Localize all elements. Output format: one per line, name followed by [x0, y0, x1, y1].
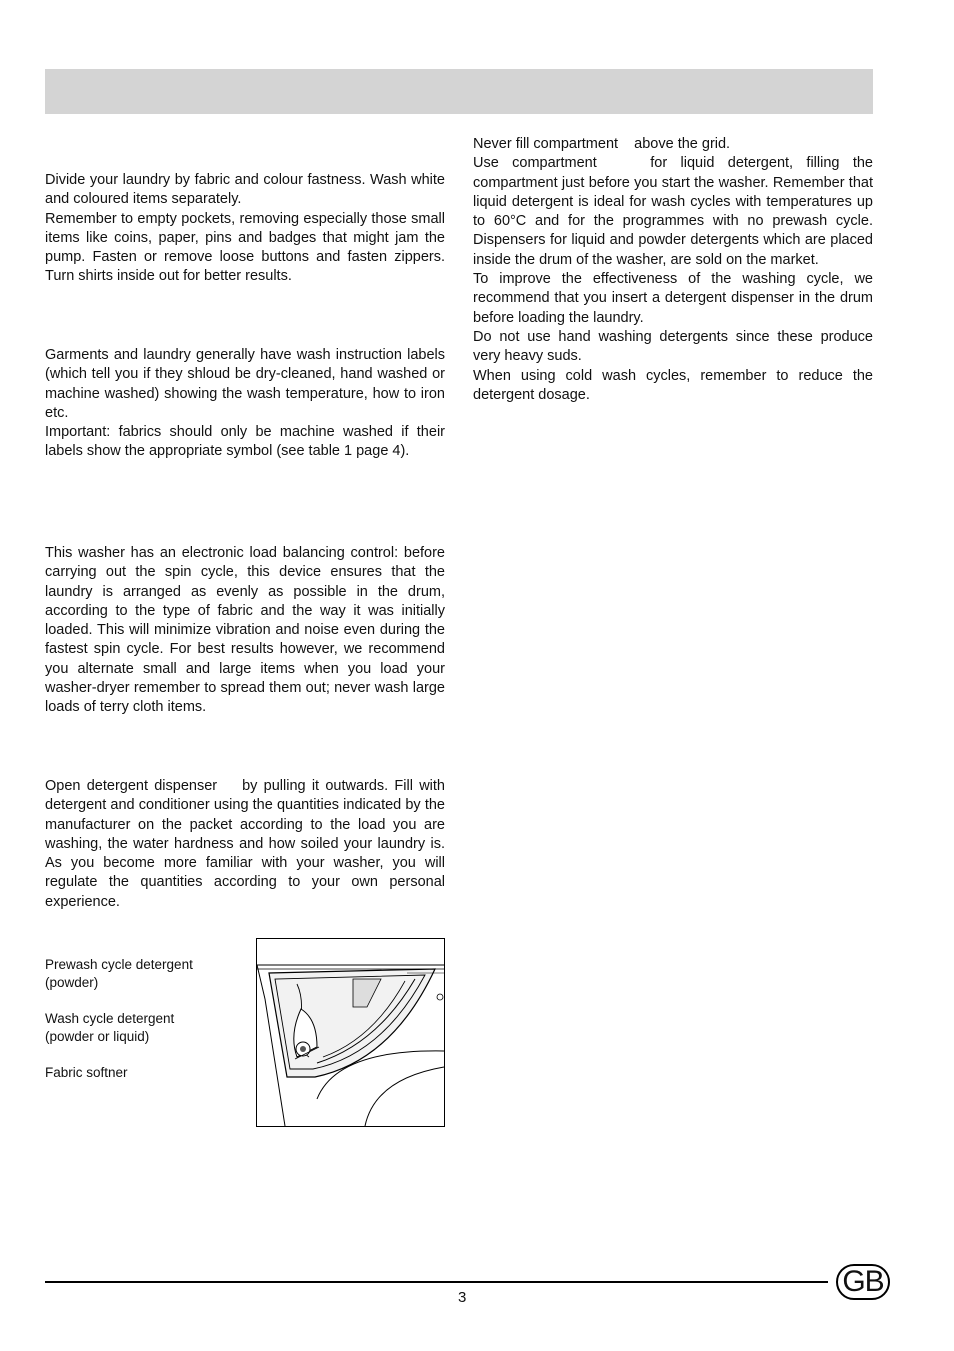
- right-paragraph-5: When using cold wash cycles, remember to reduce the detergent dosage.: [473, 367, 873, 403]
- legend-item-softener: Fabric softner: [45, 1065, 128, 1080]
- language-badge: GB: [836, 1264, 890, 1300]
- right-paragraph-4: Do not use hand washing detergents since these produce very heavy suds.: [473, 328, 873, 365]
- section-header-band: [45, 69, 873, 114]
- detergent-section: [45, 777, 450, 912]
- right-paragraph-1: Never fill compartment above the grid.: [473, 136, 731, 152]
- labels-paragraph-2: Important: fabrics should only be machine washed if their labels show the appropriate symbol (see table 1 page 4).: [45, 424, 445, 460]
- right-paragraph-3: To improve the effectiveness of the washing cycle, we recommend that you insert a detergent dispenser in the drum before loading the laundry.: [473, 271, 873, 326]
- footer-rule: [45, 1281, 828, 1283]
- right-paragraph-2: Use compartment for liquid detergent, filling the compartment just before you start the washer. Remember that liquid detergent is ideal for wash cycles with temperatures up to 60°C and for the programmes with no prewash cycle. Dispensers for liquid and powder detergents which are placed inside the drum of the washer, are sold on the market.: [473, 155, 878, 268]
- legend-item-wash: Wash cycle detergent: [45, 1011, 175, 1026]
- legend-item-prewash-type: (powder): [45, 975, 99, 990]
- dispenser-illustration: [256, 938, 445, 1127]
- legend-item-prewash: Prewash cycle detergent: [45, 957, 193, 972]
- sorting-paragraph-2: Remember to empty pockets, removing especially those small items like coins, paper, pins and badges that might jam the pump. Fasten or remove loose buttons and fasten zippers. Turn shirts inside out for better results.: [45, 210, 445, 285]
- sorting-paragraph-1: Divide your laundry by fabric and colour fastness. Wash white and coloured items separately.: [45, 172, 445, 208]
- detergent-paragraph: Open detergent dispenser by pulling it outwards. Fill with detergent and conditioner using the quantities indicated by the manufacturer on the packet according to the load you are washing, the water hardness and how soiled your laundry is. As you become more familiar with your washer, you will regulate the quantities according to your own personal experience.: [45, 778, 450, 910]
- legend-item-wash-type: (powder or liquid): [45, 1029, 150, 1044]
- sorting-section: [45, 171, 445, 287]
- page-number: 3: [458, 1289, 467, 1306]
- dispenser-legend: [45, 956, 193, 1082]
- right-column-text: [473, 135, 878, 405]
- balancing-section: [45, 544, 450, 718]
- labels-section: [45, 346, 445, 462]
- dispenser-drawing: [257, 939, 444, 1126]
- labels-paragraph-1: Garments and laundry generally have wash instruction labels (which tell you if they shloud be dry-cleaned, hand washed or machine washed) showing the wash temperature, how to iron etc.: [45, 347, 445, 421]
- balancing-paragraph: This washer has an electronic load balancing control: before carrying out the spin cycle, this device ensures that the laundry is arranged as evenly as possible in the drum, according to the type of fabric and the way it was initially loaded. This will minimize vibration and noise even during the fastest spin cycle. For best results however, we recommend you alternate small and large items when you load your washer-dryer remember to spread them out; never wash large loads of terry cloth items.: [45, 545, 450, 716]
